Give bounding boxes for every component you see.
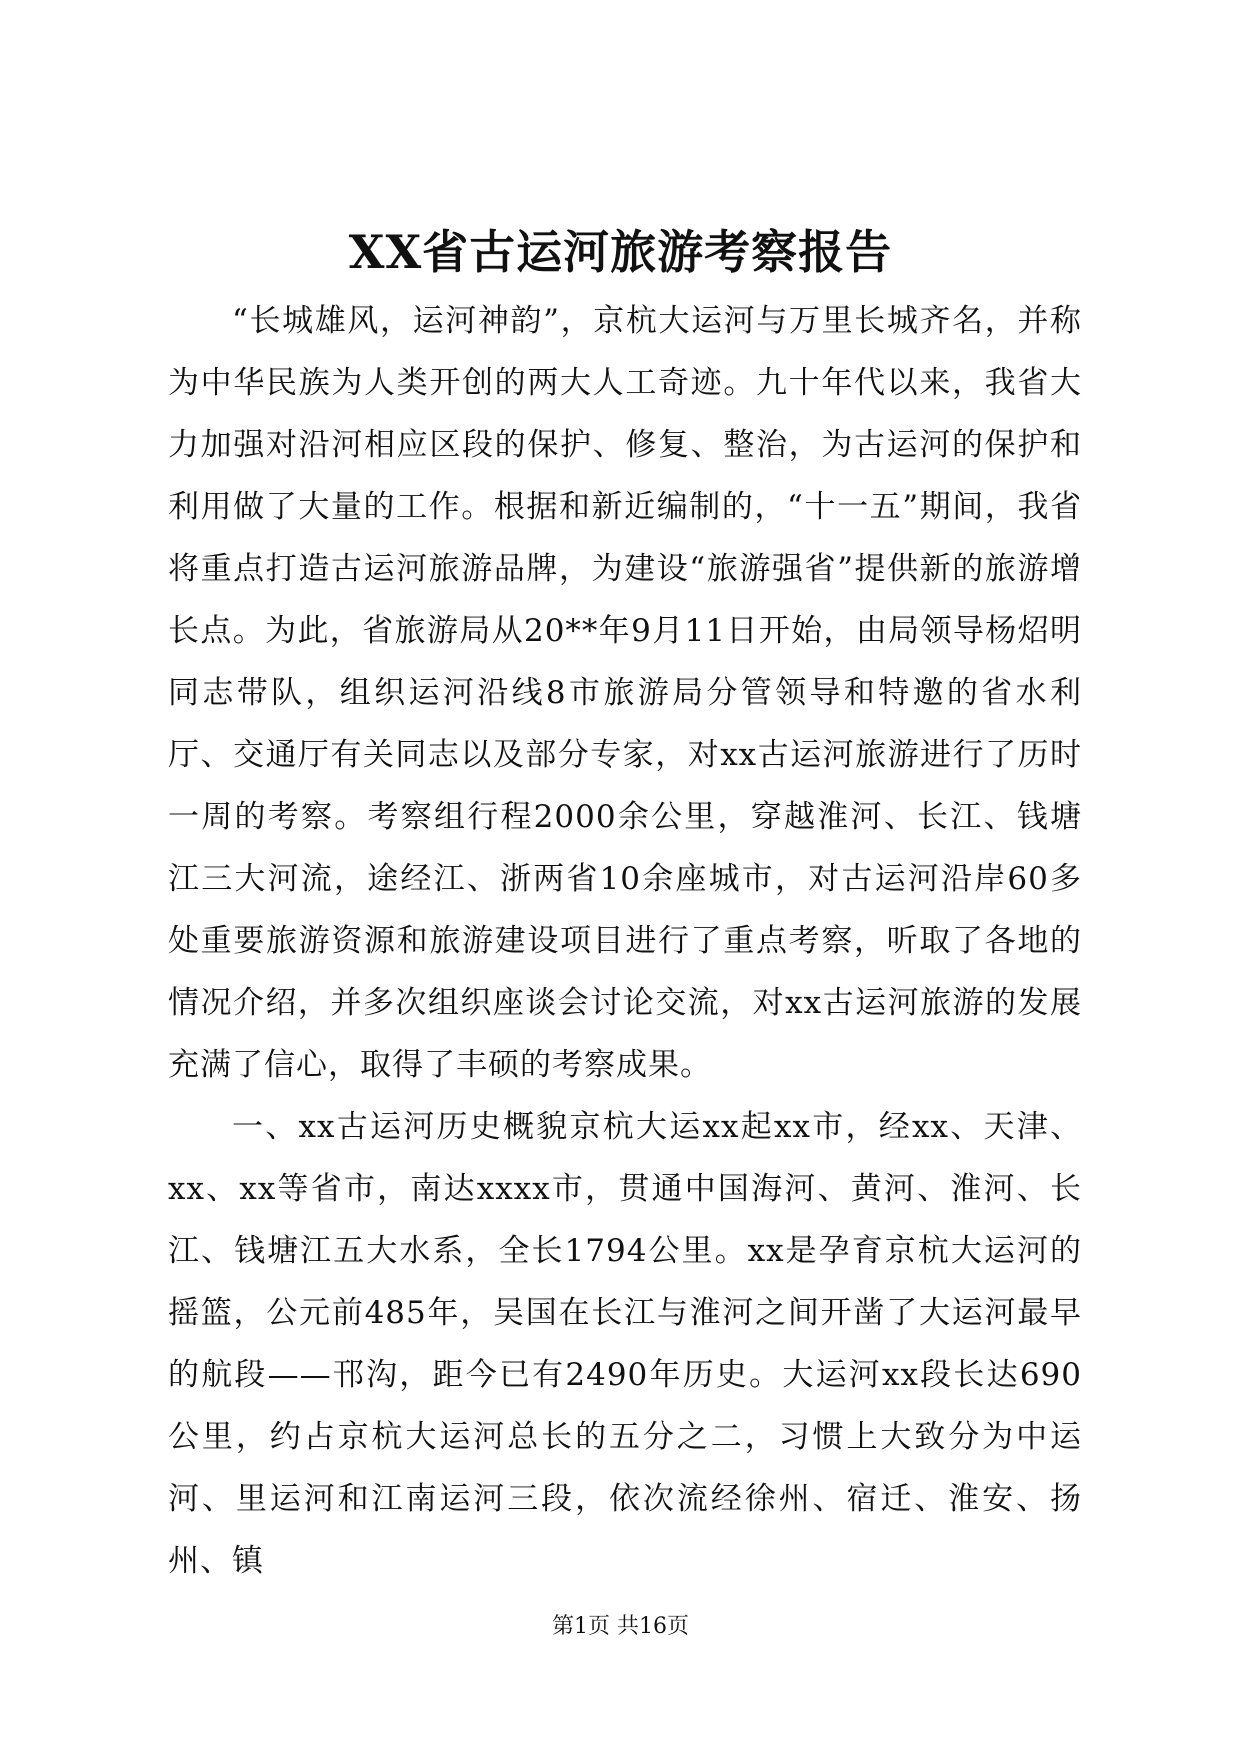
paragraph-section-one: 一、xx古运河历史概貌京杭大运xx起xx市，经xx、天津、xx、xx等省市，南达xxxx市，贯通中国海河、黄河、淮河、长江、钱塘江五大水系，全长1794公里。xx是孕育京杭大运河的摇篮，公元前485年，吴国在长江与淮河之间开凿了大运河最早的航段——邗沟，距今已有2490年历史。大运河xx段长达690公里，约占京杭大运河总长的五分之二，习惯上大致分为中运河、里运河和江南运河三段，依次流经徐州、宿迁、淮安、扬州、镇 — [168, 1109, 1082, 1579]
document-body — [168, 290, 1082, 1592]
paragraph-intro: “长城雄风，运河神韵”，京杭大运河与万里长城齐名，并称为中华民族为人类开创的两大人工奇迹。九十年代以来，我省大力加强对沿河相应区段的保护、修复、整治，为古运河的保护和利用做了大量的工作。根据和新近编制的，“十一五”期间，我省将重点打造古运河旅游品牌，为建设“旅游强省”提供新的旅游增长点。为此，省旅游局从20**年9月11日开始，由局领导杨炤明同志带队，组织运河沿线8市旅游局分管领导和特邀的省水利厅、交通厅有关同志以及部分专家，对xx古运河旅游进行了历时一周的考察。考察组行程2000余公里，穿越淮河、长江、钱塘江三大河流，途经江、浙两省10余座城市，对古运河沿岸60多处重要旅游资源和旅游建设项目进行了重点考察，听取了各地的情况介绍，并多次组织座谈会讨论交流，对xx古运河旅游的发展充满了信心，取得了丰硕的考察成果。 — [168, 303, 1082, 1083]
page-footer: 第1页 共16页 — [552, 1614, 689, 1639]
document-title: XX省古运河旅游考察报告 — [348, 225, 893, 279]
